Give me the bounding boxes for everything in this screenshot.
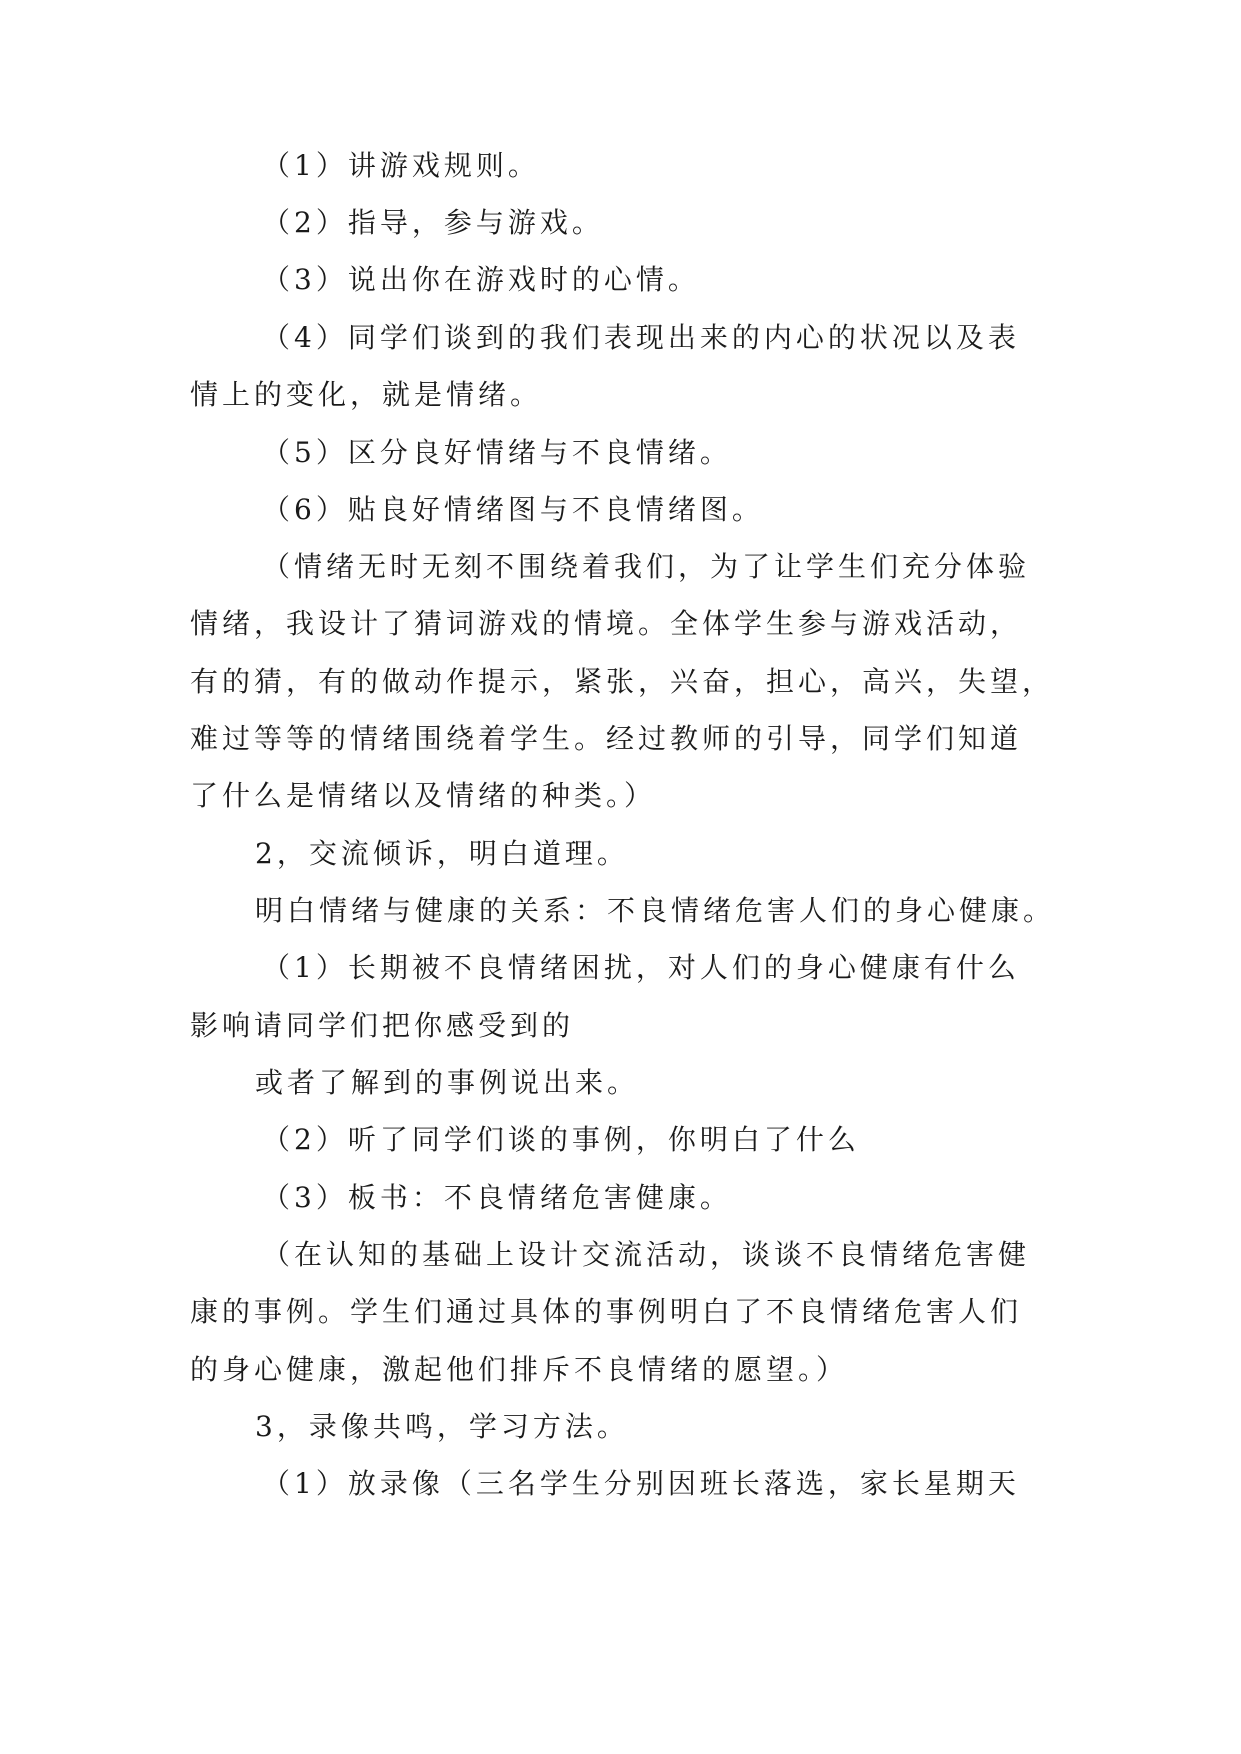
text-line: 的身心健康，激起他们排斥不良情绪的愿望。） [190,1353,849,1386]
text-line: （4）同学们谈到的我们表现出来的内心的状况以及表 [262,321,1020,354]
text-line: （3）说出你在游戏时的心情。 [262,263,700,296]
text-line: 明白情绪与健康的关系：不良情绪危害人们的身心健康。 [255,894,1056,927]
text-line: 或者了解到的事例说出来。 [255,1066,640,1099]
text-line: 了什么是情绪以及情绪的种类。） [190,779,657,812]
text-line: （1）放录像（三名学生分别因班长落选，家长星期天 [262,1467,1020,1500]
text-line: （情绪无时无刻不围绕着我们，为了让学生们充分体验 [262,550,1031,583]
text-line: 情绪，我设计了猜词游戏的情境。全体学生参与游戏活动， [190,607,1023,640]
text-line: 3，录像共鸣，学习方法。 [255,1410,629,1443]
text-line: 情上的变化，就是情绪。 [190,378,543,411]
text-line: （3）板书：不良情绪危害健康。 [262,1181,732,1214]
text-line: （1）长期被不良情绪困扰，对人们的身心健康有什么 [262,951,1020,984]
text-line: （2）听了同学们谈的事例，你明白了什么 [262,1123,860,1156]
text-line: （1）讲游戏规则。 [262,149,540,182]
text-line: 康的事例。学生们通过具体的事例明白了不良情绪危害人们 [190,1295,1023,1328]
text-line: 影响请同学们把你感受到的 [190,1009,575,1042]
text-line: （6）贴良好情绪图与不良情绪图。 [262,493,764,526]
text-line: 有的猜，有的做动作提示，紧张，兴奋，担心，高兴，失望， [190,665,1055,698]
text-line: （5）区分良好情绪与不良情绪。 [262,436,732,469]
text-line: 难过等等的情绪围绕着学生。经过教师的引导，同学们知道 [190,722,1023,755]
text-line: （2）指导，参与游戏。 [262,206,604,239]
text-line: （在认知的基础上设计交流活动，谈谈不良情绪危害健 [262,1238,1031,1271]
text-line: 2，交流倾诉，明白道理。 [255,837,629,870]
